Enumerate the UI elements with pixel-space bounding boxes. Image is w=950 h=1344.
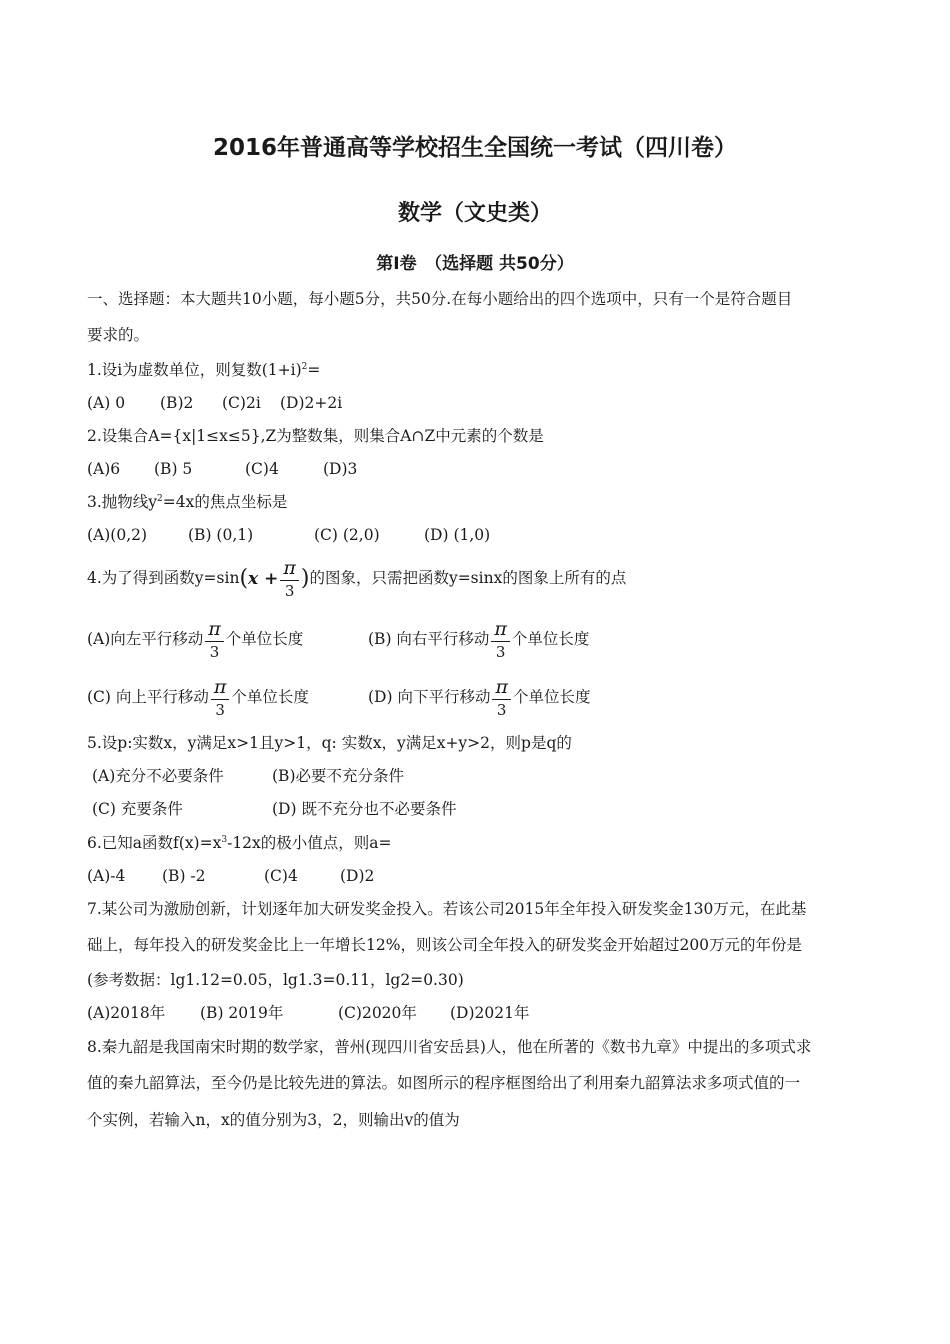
fraction-numerator: π (280, 559, 299, 581)
question-1-stem-tail: = (307, 361, 321, 379)
option-d-text: (D) 向下平行移动 (368, 688, 491, 706)
question-6-exponent: 3 (221, 835, 228, 845)
part-heading: 第I卷 （选择题 共50分） (376, 254, 574, 274)
option-c-tail: 个单位长度 (231, 688, 309, 706)
question-7-option-d: (D)2021年 (450, 1004, 530, 1022)
option-a-tail: 个单位长度 (225, 630, 304, 648)
fraction-denominator: 3 (284, 582, 295, 600)
fraction-denominator: 3 (495, 643, 506, 661)
option-b-text: (B) 向右平行移动 (368, 630, 490, 648)
fraction-numerator: π (205, 620, 224, 642)
option-d-tail: 个单位长度 (512, 688, 591, 706)
question-4-option-d (368, 675, 590, 719)
fraction-numerator: π (211, 678, 230, 700)
question-3-stem-text: 3.抛物线y (87, 493, 158, 511)
pi-over-3-fraction (491, 620, 510, 660)
open-paren: ( (239, 566, 249, 591)
option-a-text: (A)向左平行移动 (87, 630, 204, 648)
question-5-stem: 5.设p:实数x，y满足x>1且y>1，q: 实数x，y满足x+y>2，则p是q的 (87, 734, 572, 752)
question-2-option-d: (D)3 (323, 460, 358, 478)
question-1-stem-text: 1.设i为虚数单位，则复数(1+i) (87, 361, 302, 379)
option-c-text: (C) 向上平行移动 (87, 688, 209, 706)
question-6-option-c: (C)4 (264, 867, 298, 885)
question-6-option-d: (D)2 (340, 867, 375, 885)
question-7-line3: (参考数据：lg1.12=0.05，lg1.3=0.11，lg2=0.30) (87, 971, 464, 989)
question-7-option-a: (A)2018年 (87, 1004, 166, 1022)
question-6-stem-text: 6.已知a函数f(x)=x (87, 834, 222, 852)
question-1-exponent: 2 (301, 362, 308, 372)
question-1-option-a: (A) 0 (87, 394, 126, 412)
question-1-option-b: (B)2 (160, 394, 194, 412)
fraction-numerator: π (492, 678, 511, 700)
question-2-option-c: (C)4 (245, 460, 279, 478)
question-4-option-c (87, 675, 309, 719)
question-3-option-a: (A)(0,2) (87, 526, 148, 544)
pi-over-3-fraction (205, 620, 224, 660)
question-3-option-b: (B) (0,1) (188, 526, 254, 544)
question-1-stem (87, 360, 320, 380)
question-4-option-a (87, 617, 303, 661)
question-4-stem-tail: 的图象，只需把函数y=sinx的图象上所有的点 (309, 569, 627, 587)
question-4-stem (87, 556, 626, 601)
question-8-line3: 个实例，若输入n，x的值分别为3，2，则输出v的值为 (87, 1111, 460, 1129)
question-3-option-c: (C) (2,0) (314, 526, 380, 544)
question-1-option-c: (C)2i (222, 394, 261, 412)
question-2-option-a: (A)6 (87, 460, 121, 478)
question-4-option-b (368, 617, 589, 661)
question-4-variable: x + (248, 569, 279, 589)
section-intro-line1: 一、选择题：本大题共10小题，每小题5分，共50分.在每小题给出的四个选项中，只有一个是符合题目 (87, 290, 793, 308)
exam-title: 2016年普通高等学校招生全国统一考试（四川卷） (212, 135, 737, 161)
question-6-option-a: (A)-4 (87, 867, 126, 885)
fraction-denominator: 3 (215, 701, 225, 719)
question-5-option-d: (D) 既不充分也不必要条件 (272, 800, 457, 818)
question-7-option-c: (C)2020年 (338, 1004, 417, 1022)
question-6-stem-tail: -12x的极小值点，则a= (227, 834, 392, 852)
pi-over-3-fraction (211, 678, 230, 718)
question-8-line1: 8.秦九韶是我国南宋时期的数学家，普州(现四川省安岳县)人，他在所著的《数书九章》中提出的多项式求 (87, 1038, 812, 1056)
pi-over-3-fraction (280, 559, 299, 599)
question-7-line1: 7.某公司为激励创新，计划逐年加大研发奖金投入。若该公司2015年全年投入研发奖金130万元，在此基 (87, 900, 807, 918)
question-5-option-a: (A)充分不必要条件 (92, 767, 224, 785)
fraction-numerator: π (491, 620, 510, 642)
question-2-stem: 2.设集合A={x|1≤x≤5},Z为整数集，则集合A∩Z中元素的个数是 (87, 427, 544, 445)
question-7-option-b: (B) 2019年 (200, 1004, 284, 1022)
pi-over-3-fraction (492, 678, 511, 718)
question-3-stem (87, 492, 287, 512)
option-b-tail: 个单位长度 (511, 630, 590, 648)
question-3-exponent: 2 (157, 494, 163, 504)
close-paren: ) (300, 566, 310, 591)
question-6-stem (87, 833, 392, 853)
question-7-line2: 础上，每年投入的研发奖金比上一年增长12%，则该公司全年投入的研发奖金开始超过200万元的年份是 (87, 936, 803, 954)
question-3-stem-tail: =4x的焦点坐标是 (162, 493, 288, 511)
question-6-option-b: (B) -2 (162, 867, 206, 885)
section-intro-line2: 要求的。 (87, 326, 150, 344)
question-4-stem-text: 4.为了得到函数y=sin (87, 569, 240, 587)
question-5-option-b: (B)必要不充分条件 (272, 767, 404, 785)
exam-subtitle: 数学（文史类） (397, 201, 552, 226)
fraction-denominator: 3 (209, 643, 220, 661)
fraction-denominator: 3 (496, 701, 507, 719)
question-3-option-d: (D) (1,0) (424, 526, 491, 544)
question-8-line2: 值的秦九韶算法，至今仍是比较先进的算法。如图所示的程序框图给出了利用秦九韶算法求多项式值的一 (87, 1074, 801, 1092)
question-5-option-c: (C) 充要条件 (92, 800, 183, 818)
question-1-option-d: (D)2+2i (280, 394, 343, 412)
question-2-option-b: (B) 5 (154, 460, 193, 478)
